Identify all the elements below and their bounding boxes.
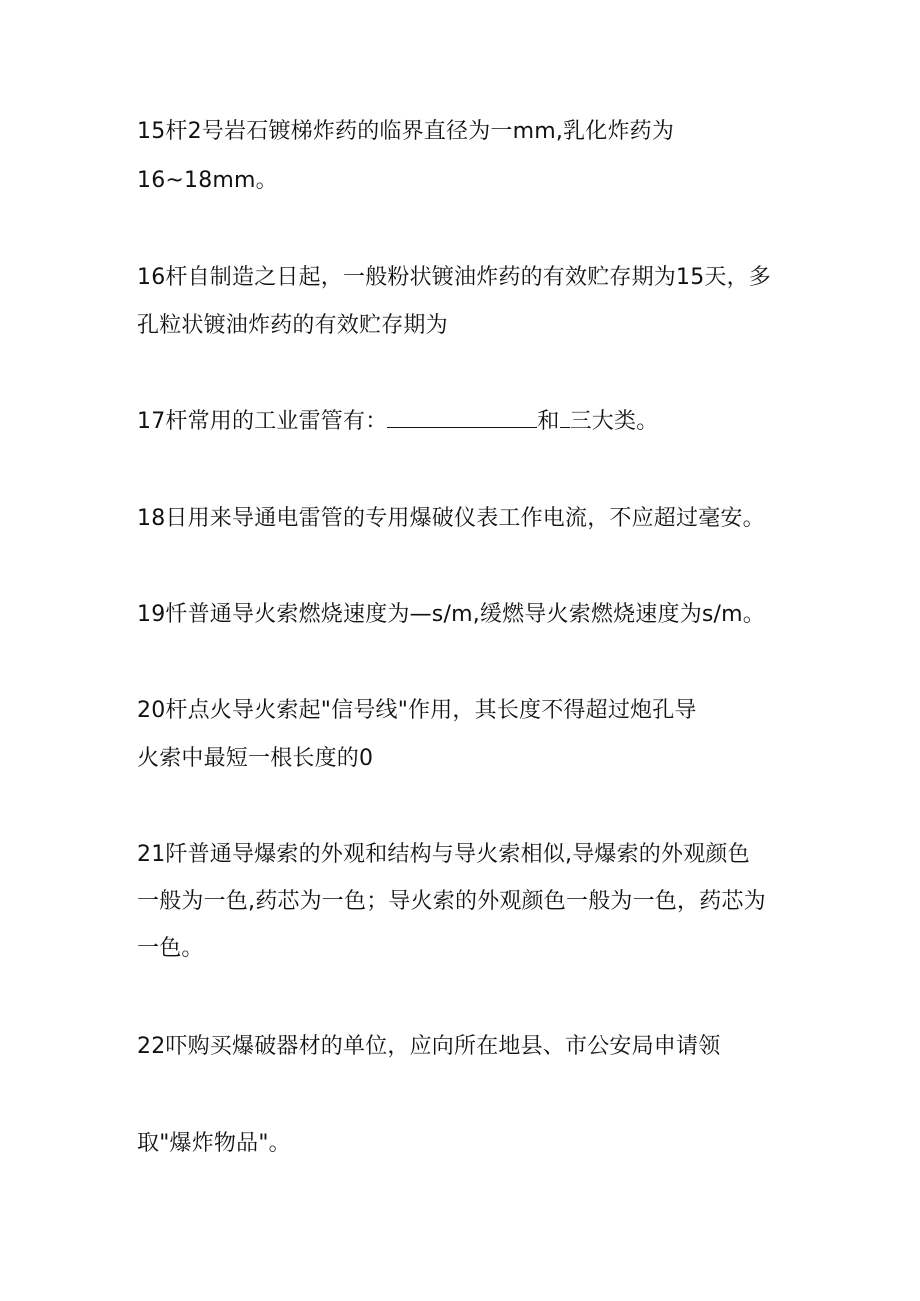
question-16-line-2: 孔粒状镀油炸药的有效贮存期为 [137, 313, 448, 338]
question-20-line-2: 火索中最短一根长度的0 [137, 746, 374, 771]
question-22-line-1: 22吓购买爆破器材的单位，应向所在地县、市公安局申请领 [137, 1034, 721, 1059]
question-17-middle: 和 [537, 409, 560, 434]
question-21-line-2: 一般为一色,药芯为一色；导火索的外观颜色一般为一色，药芯为 [137, 889, 766, 914]
question-15-line-2: 16~18mm。 [137, 168, 278, 193]
answer-blank [387, 407, 537, 428]
question-20-line-1: 20杆点火导火索起"信号线"作用，其长度不得超过炮孔导 [137, 698, 697, 723]
question-19-line: 19忏普通导火索燃烧速度为—s/m,缓燃导火索燃烧速度为s/m。 [137, 602, 765, 627]
question-22-line-2: 取"爆炸物品"。 [137, 1131, 291, 1156]
question-16-line-1: 16杆自制造之日起，一般粉状镀油炸药的有效贮存期为15天，多 [137, 265, 771, 290]
question-15-line-1: 15杆2号岩石镀梯炸药的临界直径为一mm,乳化炸药为 [137, 119, 675, 144]
question-17-suffix: 三大类。 [569, 409, 659, 434]
question-21-line-1: 21阡普通导爆索的外观和结构与导火索相似,导爆索的外观颜色 [137, 842, 750, 867]
question-17-prefix: 17杆常用的工业雷管有： [137, 409, 388, 434]
answer-blank-short [560, 407, 570, 428]
question-18-line: 18日用来导通电雷管的专用爆破仪表工作电流，不应超过毫安。 [137, 506, 765, 531]
question-17-line [137, 407, 658, 437]
question-21-line-3: 一色。 [137, 936, 204, 961]
